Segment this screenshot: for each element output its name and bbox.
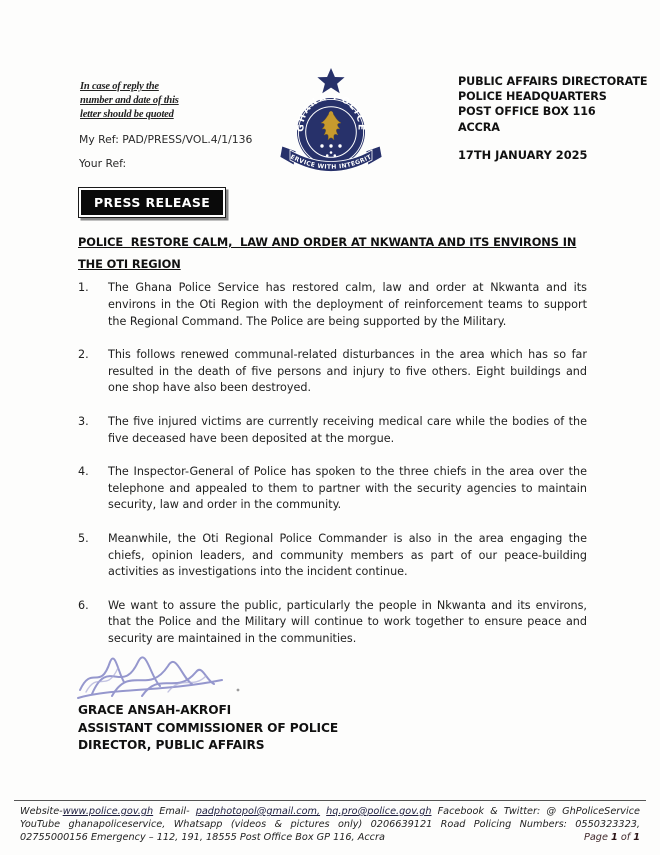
paragraph-text: We want to assure the public, particularly the people in Nkwanta and its environs, that the Police and the Military will continue to work together to ensure peace and security are maintained in the communities. <box>108 598 587 646</box>
page-number: 1 <box>611 832 618 844</box>
paragraph-text: The Ghana Police Service has restored calm, law and order at Nkwanta and its environs in the Oti Region with the deployment of reinforcement teams to support the Regional Command. The Police are being supported by the Military. <box>108 281 587 328</box>
press-release-badge <box>78 187 226 218</box>
website-label: Website- <box>20 806 63 817</box>
page-word: Page <box>584 832 611 844</box>
email-link-1[interactable]: padphotopol@gmail.com, <box>195 806 321 817</box>
paragraph-1 <box>78 280 587 330</box>
reply-note-line: In case of reply the <box>80 81 159 92</box>
paragraph-text: The Inspector-General of Police has spoken to the three chiefs in the area over the telephone and appealed to them to partner with the security agencies to maintain security, law and order in the community. <box>108 464 587 512</box>
office-line: PUBLIC AFFAIRS DIRECTORATE <box>458 75 648 88</box>
paragraph-4 <box>78 464 587 514</box>
signature-icon <box>72 650 312 708</box>
crest-arc-text: GHANA POLICE <box>296 92 366 132</box>
paragraph-number: 2. <box>78 347 89 361</box>
signatory-block <box>78 702 338 755</box>
press-release-label: PRESS RELEASE <box>81 190 223 215</box>
crest-motto-text: ERVICE WITH INTEGRIT <box>289 153 373 171</box>
paragraph-number: 6. <box>78 598 89 612</box>
website-link[interactable]: www.police.gov.gh <box>62 806 154 817</box>
office-line: POST OFFICE BOX 116 <box>458 105 596 119</box>
paragraph-3 <box>78 414 587 448</box>
signatory-rank: ASSISTANT COMMISSIONER OF POLICE <box>78 720 339 735</box>
footer <box>0 800 660 845</box>
paragraph-number: 5. <box>78 531 89 545</box>
of-word: of <box>617 832 634 844</box>
paragraph-number: 1. <box>78 281 89 294</box>
footer-contact-rest: Facebook & Twitter: @ GhPoliceService YouTube ghanapoliceservice, Whatsapp (videos & pictures only) 0206639121 Road Policing Numbers: 0550323323, 02755000156 Emergency – 112, 191, 18555 Post Office Box GP 116, Accra <box>20 806 640 844</box>
reply-note-line: number and date of this <box>80 95 179 106</box>
body-paragraphs <box>78 280 587 665</box>
ghana-police-crest-icon <box>276 66 386 186</box>
headline <box>78 231 576 275</box>
reply-note-line: letter should be quoted <box>80 109 174 120</box>
footer-contact-text <box>20 805 640 845</box>
paragraph-number: 4. <box>78 464 89 478</box>
paragraph-2 <box>78 347 587 397</box>
paragraph-6 <box>78 598 587 648</box>
office-line: POLICE HEADQUARTERS <box>458 90 607 104</box>
my-ref: My Ref: PAD/PRESS/VOL.4/1/136 <box>79 133 253 146</box>
crest-star-icon <box>317 68 344 93</box>
paragraph-5 <box>78 531 587 581</box>
paragraph-text: This follows renewed communal-related disturbances in the area which has so far resulted in the death of five persons and injury to five others. Eight buildings and one shop have also been destroyed. <box>108 347 587 395</box>
your-ref: Your Ref: <box>79 157 127 170</box>
reply-note <box>80 80 200 122</box>
paragraph-number: 3. <box>78 414 89 428</box>
footer-divider <box>14 800 646 801</box>
signatory-name: GRACE ANSAH-AKROFI <box>78 703 232 717</box>
release-date: 17TH JANUARY 2025 <box>458 148 588 162</box>
issuing-office-block <box>458 74 647 135</box>
total-pages: 1 <box>633 832 640 844</box>
page-indicator <box>584 831 640 844</box>
headline-line: POLICE RESTORE CALM, LAW AND ORDER AT NKWANTA AND ITS ENVIRONS IN <box>78 235 577 249</box>
signatory-title: DIRECTOR, PUBLIC AFFAIRS <box>78 738 265 752</box>
email-link-2[interactable]: hq.pro@police.gov.gh <box>326 806 432 817</box>
office-line: ACCRA <box>458 120 500 134</box>
headline-line: THE OTI REGION <box>78 257 181 271</box>
paragraph-text: Meanwhile, the Oti Regional Police Commander is also in the area engaging the chiefs, opinion leaders, and community members as part of our peace-building activities as investigations into the incident continue. <box>108 531 587 579</box>
email-label: Email- <box>153 806 196 817</box>
paragraph-text: The five injured victims are currently receiving medical care while the bodies of the five deceased have been deposited at the morgue. <box>108 414 587 445</box>
